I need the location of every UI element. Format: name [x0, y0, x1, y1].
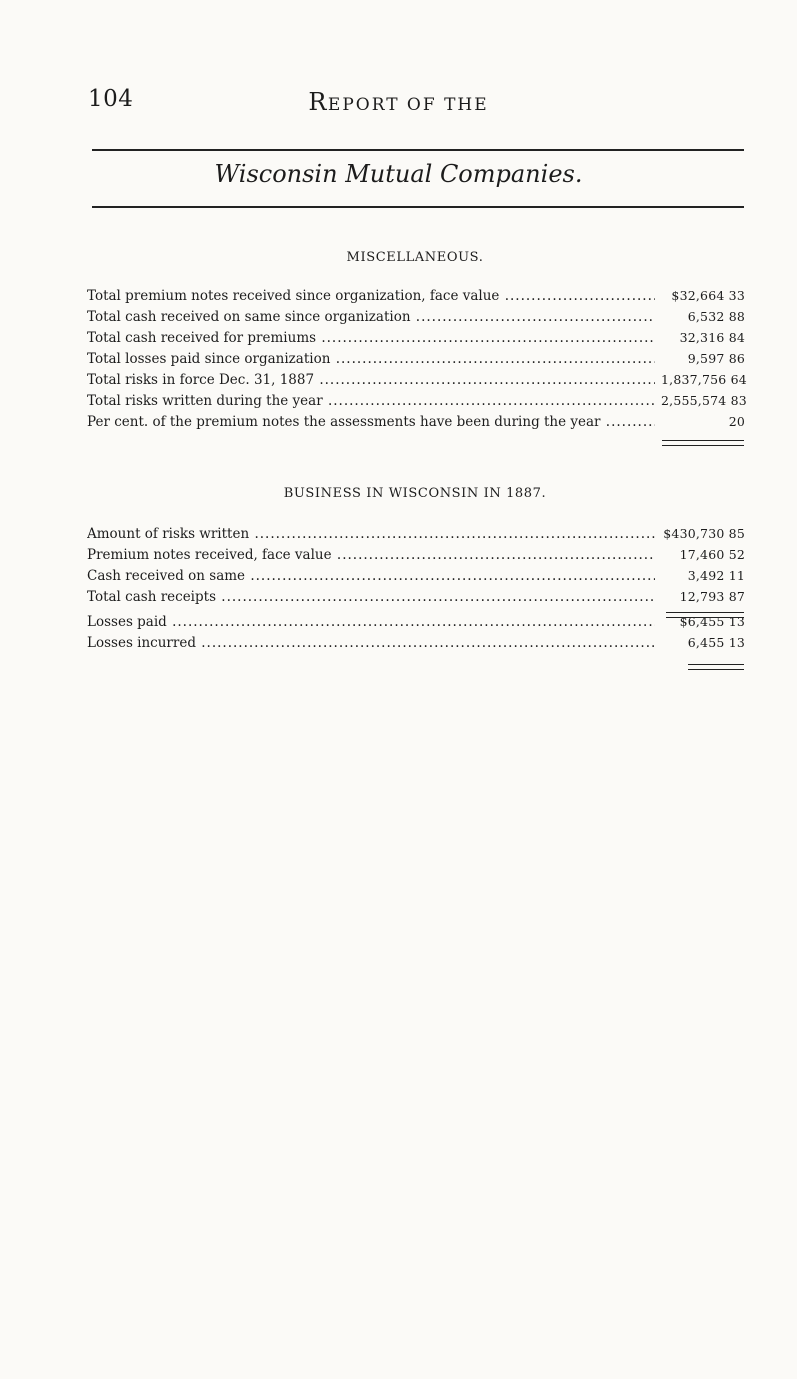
table-row — [87, 372, 745, 393]
table-row — [87, 414, 745, 435]
row-amount: 6,455 13 — [687, 635, 745, 650]
row-label: Amount of risks written ..... — [87, 526, 655, 542]
row-label: Cash received on same ..... — [87, 568, 655, 584]
row-label: Per cent. of the premium notes the assessments have been during the year ..... — [87, 414, 655, 430]
row-amount: 17,460 52 — [679, 547, 745, 562]
row-label: Total cash received for premiums ..... — [87, 330, 655, 346]
row-amount: 12,793 87 — [679, 589, 745, 604]
table-row — [87, 309, 745, 330]
business-heading: BUSINESS IN WISCONSIN IN 1887. — [283, 486, 547, 501]
table-row — [87, 589, 745, 610]
row-amount: $430,730 85 — [663, 526, 745, 541]
table-row — [87, 288, 745, 309]
row-amount: 32,316 84 — [679, 330, 745, 345]
business-table — [87, 526, 745, 656]
table-row — [87, 547, 745, 568]
double-rule — [688, 664, 744, 670]
running-head-rest: EPORT OF THE — [327, 95, 489, 115]
row-amount: 6,532 88 — [687, 309, 745, 324]
row-label: Total cash received on same since organization ..... — [87, 309, 655, 325]
top-rule — [92, 149, 744, 151]
running-head — [0, 88, 797, 116]
row-label: Total premium notes received since organization, face value ..... — [87, 288, 655, 304]
table-row — [87, 330, 745, 351]
row-label: Premium notes received, face value ..... — [87, 547, 655, 563]
row-label: Total risks in force Dec. 31, 1887 ..... — [87, 372, 655, 388]
row-amount: 1,837,756 64 — [661, 372, 747, 387]
row-amount: 20 — [728, 414, 745, 429]
company-title: Wisconsin Mutual Companies. — [214, 160, 583, 188]
row-amount: $32,664 33 — [671, 288, 745, 303]
table-row — [87, 568, 745, 589]
row-amount: 2,555,574 83 — [661, 393, 747, 408]
double-rule — [666, 612, 744, 618]
page-number: 104 — [88, 86, 134, 112]
row-amount: 9,597 86 — [687, 351, 745, 366]
table-row — [87, 351, 745, 372]
row-label: Total losses paid since organization ..... — [87, 351, 655, 367]
miscellaneous-heading: MISCELLANEOUS. — [346, 250, 484, 265]
table-row — [87, 526, 745, 547]
double-rule — [662, 440, 744, 446]
row-amount: 3,492 11 — [687, 568, 745, 583]
miscellaneous-table — [87, 288, 745, 435]
row-amount: $6,455 13 — [679, 614, 745, 629]
table-row — [87, 635, 745, 656]
row-label: Total risks written during the year ..... — [87, 393, 655, 409]
table-row — [87, 614, 745, 635]
bottom-rule — [92, 206, 744, 208]
table-row — [87, 393, 745, 414]
row-label: Losses paid ..... — [87, 614, 655, 630]
row-label: Losses incurred ..... — [87, 635, 655, 651]
row-label: Total cash receipts ..... — [87, 589, 655, 605]
running-head-initial: R — [308, 88, 328, 116]
